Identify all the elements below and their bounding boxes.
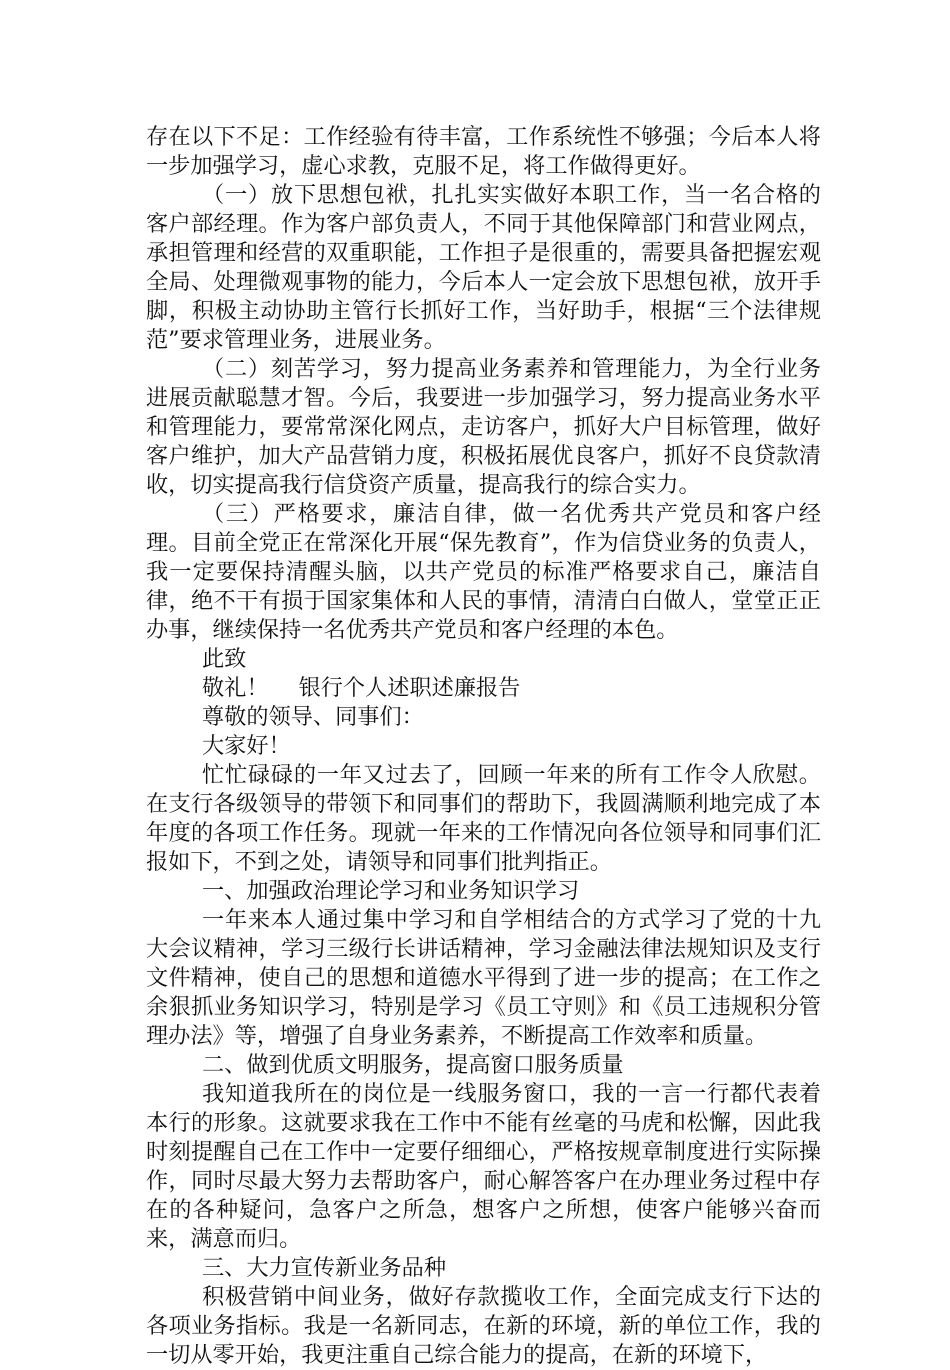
salutation: 尊敬的领导、同事们： (202, 704, 424, 730)
closing-jingli: 敬礼！ (202, 675, 269, 701)
section-heading-one: 一、加强政治理论学习和业务知识学习 (202, 878, 580, 904)
paragraph-point-three: （三）严格要求，廉洁自律，做一名优秀共产党员和客户经理。目前全党正在常深化开展“保先教育”，作为信贷业务的负责人，我一定要保持清醒头脑，以共产党员的标准严格要求自己，廉洁自律，绝不干有损于国家集体和人民的事情，清清白白做人，堂堂正正办事，继续保持一名优秀共产党员和客户经理的本色。 (146, 501, 821, 643)
paragraph-section-one: 一年来本人通过集中学习和自学相结合的方式学习了党的十九大会议精神，学习三级行长讲话精神，学习金融法律法规知识及支行文件精神，使自己的思想和道德水平得到了进一步的提高；在工作之余狠抓业务知识学习，特别是学习《员工守则》和《员工违规积分管理办法》等，增强了自身业务素养，不断提高工作效率和质量。 (146, 907, 821, 1049)
report-title: 银行个人述职述廉报告 (298, 675, 521, 701)
closing-line (146, 674, 821, 703)
paragraph-section-three: 积极营销中间业务，做好存款揽收工作，全面完成支行下达的各项业务指标。我是一名新同志，在新的环境，新的单位工作，我的一切从零开始，我更注重自己综合能力的提高，在新的环境下， (146, 1284, 821, 1368)
greeting: 大家好！ (202, 733, 291, 759)
document-page (146, 123, 821, 1370)
paragraph-section-two: 我知道我所在的岗位是一线服务窗口，我的一言一行都代表着本行的形象。这就要求我在工作中不能有丝毫的马虎和松懈，因此我时刻提醒自己在工作中一定要仔细细心，严格按规章制度进行实际操作，同时尽最大努力去帮助客户，耐心解答客户在办理业务过程中存在的各种疑问，急客户之所急，想客户之所想，使客户能够兴奋而来，满意而归。 (146, 1081, 821, 1252)
section-heading-two: 二、做到优质文明服务，提高窗口服务质量 (202, 1052, 624, 1078)
closing-cizhi: 此致 (202, 646, 247, 672)
paragraph-shortcomings: 存在以下不足：工作经验有待丰富，工作系统性不够强；今后本人将一步加强学习，虚心求教，克服不足，将工作做得更好。 (146, 124, 821, 179)
paragraph-intro: 忙忙碌碌的一年又过去了，回顾一年来的所有工作令人欣慰。在支行各级领导的带领下和同事们的帮助下，我圆满顺利地完成了本年度的各项工作任务。现就一年来的工作情况向各位领导和同事们汇报如下，不到之处，请领导和同事们批判指正。 (146, 762, 821, 875)
section-heading-three: 三、大力宣传新业务品种 (202, 1255, 447, 1281)
paragraph-point-one: （一）放下思想包袱，扎扎实实做好本职工作，当一名合格的客户部经理。作为客户部负责人，不同于其他保障部门和营业网点，承担管理和经营的双重职能，工作担子是很重的，需要具备把握宏观全局、处理微观事物的能力，今后本人一定会放下思想包袱，放开手脚，积极主动协助主管行长抓好工作，当好助手，根据“三个法律规范”要求管理业务，进展业务。 (146, 182, 821, 353)
paragraph-point-two: （二）刻苦学习，努力提高业务素养和管理能力，为全行业务进展贡献聪慧才智。今后，我要进一步加强学习，努力提高业务水平和管理能力，要常常深化网点，走访客户，抓好大户目标管理，做好客户维护，加大产品营销力度，积极拓展优良客户，抓好不良贷款清收，切实提高我行信贷资产质量，提高我行的综合实力。 (146, 356, 821, 498)
